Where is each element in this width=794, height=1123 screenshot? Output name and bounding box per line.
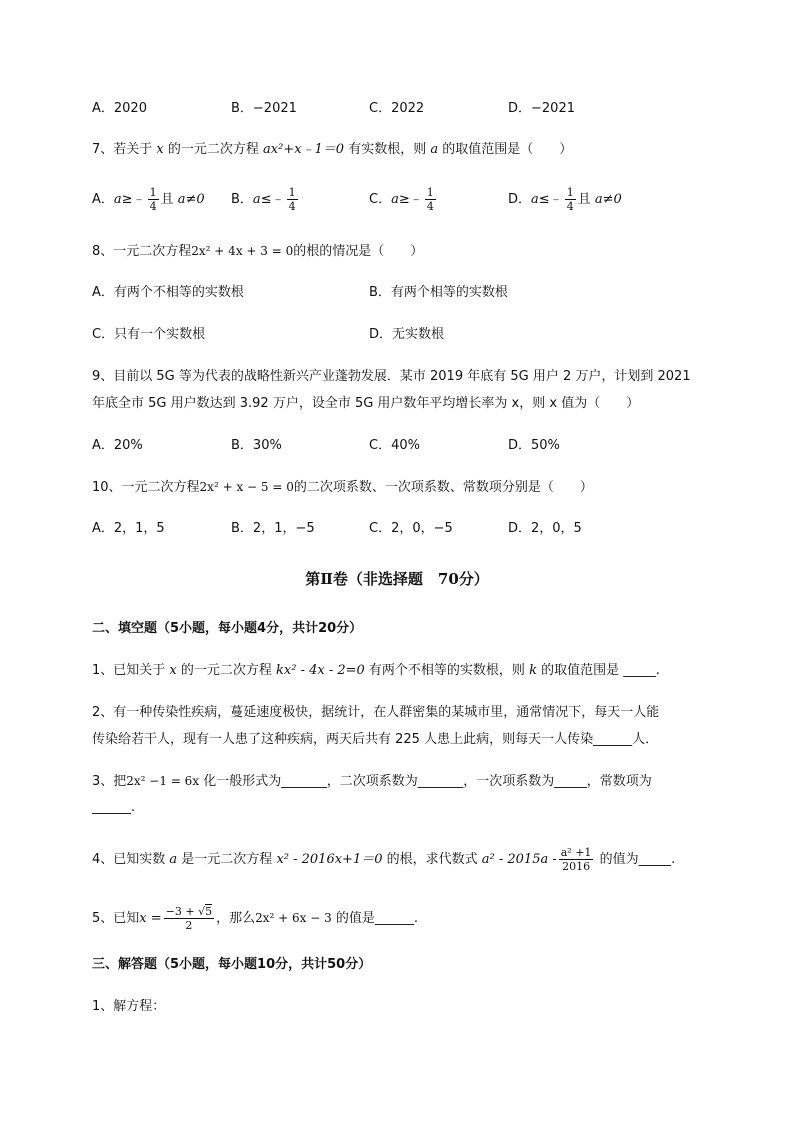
fill3-line2: ______. <box>92 800 136 815</box>
q8-stem: 8、一元二次方程2x² + 4x + 3 = 0的根的情况是（ ） <box>92 244 424 259</box>
q7-option-b: B．a≤﹣ $\frac{1}{4}$ <box>231 186 296 213</box>
fill1-stem: 1、已知关于 x 的一元二次方程 kx² - 4x - 2=0 有两个不相等的实数根，则 k 的取值范围是 _____. <box>92 663 660 678</box>
fill2-line1: 2、有一种传染性疾病，蔓延速度极快，据统计，在人群密集的某城市里，通常情况下，每天一人能 <box>92 705 660 720</box>
q8-option-c: C．只有一个实数根 <box>92 327 206 342</box>
q10-option-d: D．2，0，5 <box>508 521 582 536</box>
solve1-stem: 1、解方程： <box>92 999 166 1014</box>
q8-option-b: B．有两个相等的实数根 <box>369 285 508 300</box>
q9-stem-line1: 9、目前以 5G 等为代表的战略性新兴产业蓬勃发展．某市 2019 年底有 5G 用户 2 万户，计划到 2021 <box>92 369 691 384</box>
q9-option-a: A．20% <box>92 438 143 453</box>
q10-stem: 10、一元二次方程2x² + x − 5 = 0的二次项系数、一次项系数、常数项分别是（ ） <box>92 480 593 495</box>
section3-heading: 三、解答题（5小题，每小题10分，共计50分） <box>92 957 372 972</box>
section2-heading: 二、填空题（5小题，每小题4分，共计20分） <box>92 621 363 636</box>
q9-option-d: D．50% <box>508 438 560 453</box>
q10-option-c: C．2，0，−5 <box>369 521 453 536</box>
q8-option-d: D．无实数根 <box>369 327 445 342</box>
q7-option-a: A．a≥﹣ $\frac{1}{4}$ 且 a≠0 <box>92 186 205 213</box>
q7-stem: 7、若关于 x 的一元二次方程 ax²+x﹣1＝0 有实数根，则 a 的取值范围是（ ） <box>92 142 573 157</box>
q6-option-b: B．−2021 <box>231 101 297 116</box>
q9-stem-line2: 年底全市 5G 用户数达到 3.92 万户，设全市 5G 用户数年平均增长率为 x，则 x 值为（ ） <box>92 396 640 411</box>
q6-option-c: C．2022 <box>369 101 425 116</box>
q6-option-d: D．−2021 <box>508 101 575 116</box>
q10-option-a: A．2，1，5 <box>92 521 165 536</box>
q8-option-a: A．有两个不相等的实数根 <box>92 285 244 300</box>
q7-option-c: C．a≥﹣ $\frac{1}{4}$ <box>369 186 434 213</box>
q6-option-a: A．2020 <box>92 101 147 116</box>
q10-option-b: B．2，1，−5 <box>231 521 315 536</box>
fill4-stem: 4、已知实数 a 是一元二次方程 x² - 2016x+1＝0 的根，求代数式 a² - 2015a - $\frac{\text{a² +1}}{2016}$ 的值为_____. <box>92 846 676 873</box>
fill3-line1: 3、把2x² −1 = 6x 化一般形式为_______，二次项系数为_______，一次项系数为_____，常数项为 <box>92 774 652 789</box>
fill5-stem: 5、已知x = $\frac{-3 + √5}{2}$ ，那么2x² + 6x − 3 的值是______. <box>92 905 418 932</box>
q9-option-c: C．40% <box>369 438 420 453</box>
q9-option-b: B．30% <box>231 438 282 453</box>
part2-title: 第Ⅱ卷（非选择题 70分） <box>305 570 489 588</box>
q7-option-d: D．a≤﹣ $\frac{1}{4}$ 且 a≠0 <box>508 186 622 213</box>
fill2-line2: 传染给若干人，现有一人患了这种疾病，两天后共有 225 人患上此病，则每天一人传染______人． <box>92 732 659 747</box>
